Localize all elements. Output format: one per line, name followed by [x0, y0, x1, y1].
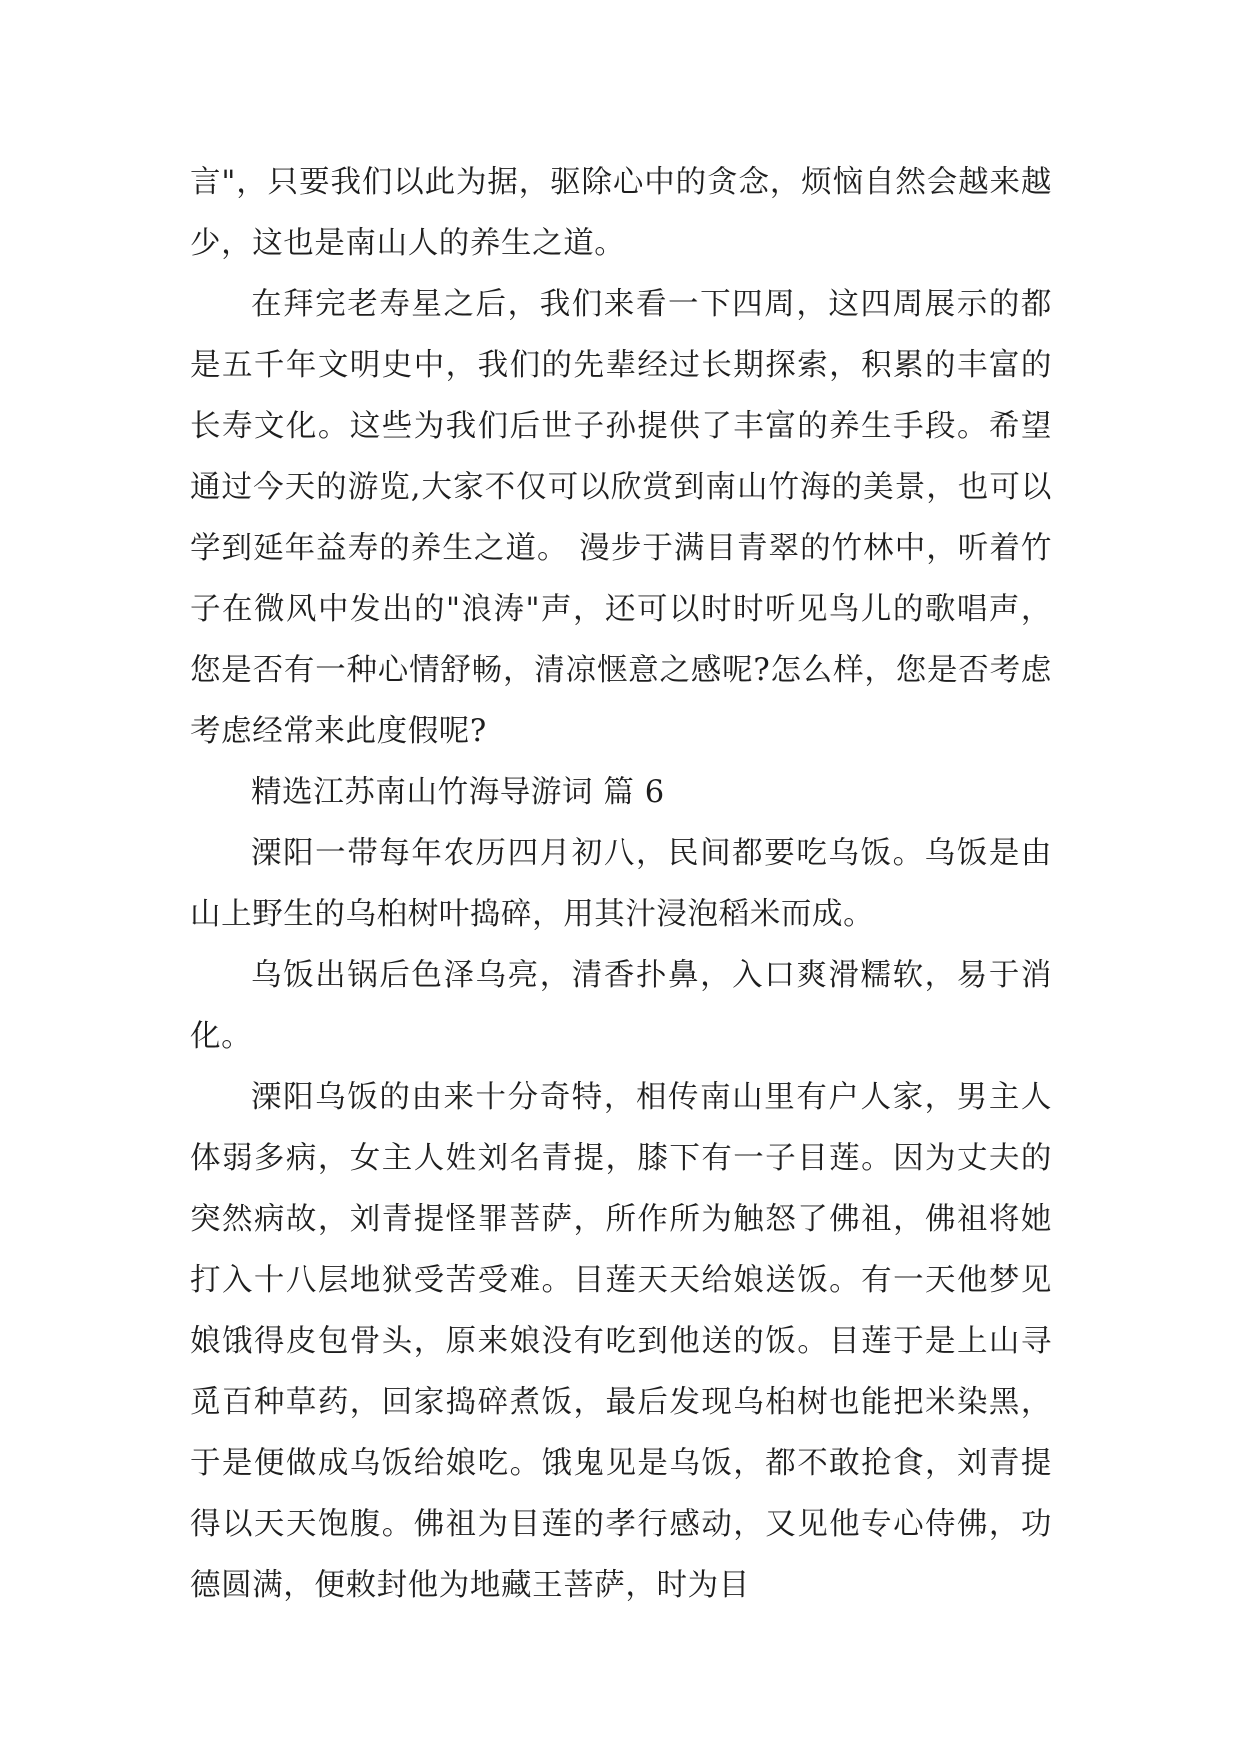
body-text [190, 152, 1052, 1616]
paragraph-2: 在拜完老寿星之后，我们来看一下四周，这四周展示的都是五千年文明史中，我们的先辈经过长期探索，积累的丰富的长寿文化。这些为我们后世子孙提供了丰富的养生手段。希望通过今天的游览,大家不仅可以欣赏到南山竹海的美景，也可以学到延年益寿的养生之道。 漫步于满目青翠的竹林中，听着竹子在微风中发出的"浪涛"声，还可以时时听见鸟儿的歌唱声，您是否有一种心情舒畅，清凉惬意之感呢?怎么样，您是否考虑考虑经常来此度假呢? [190, 287, 1052, 749]
paragraph-4: 乌饭出锅后色泽乌亮，清香扑鼻，入口爽滑糯软，易于消化。 [190, 958, 1052, 1054]
section-heading: 精选江苏南山竹海导游词 篇 6 [251, 775, 665, 810]
paragraph-3: 溧阳一带每年农历四月初八，民间都要吃乌饭。乌饭是由山上野生的乌桕树叶捣碎，用其汁浸泡稻米而成。 [190, 836, 1052, 932]
paragraph-5: 溧阳乌饭的由来十分奇特，相传南山里有户人家，男主人体弱多病，女主人姓刘名青提，膝下有一子目莲。因为丈夫的突然病故，刘青提怪罪菩萨，所作所为触怒了佛祖，佛祖将她打入十八层地狱受苦受难。目莲天天给娘送饭。有一天他梦见娘饿得皮包骨头，原来娘没有吃到他送的饭。目莲于是上山寻觅百种草药，回家捣碎煮饭，最后发现乌桕树也能把米染黑，于是便做成乌饭给娘吃。饿鬼见是乌饭，都不敢抢食，刘青提得以天天饱腹。佛祖为目莲的孝行感动，又见他专心侍佛，功德圆满，便敕封他为地藏王菩萨，时为目 [190, 1080, 1052, 1603]
paragraph-1: 言"，只要我们以此为据，驱除心中的贪念，烦恼自然会越来越少，这也是南山人的养生之道。 [190, 165, 1052, 261]
